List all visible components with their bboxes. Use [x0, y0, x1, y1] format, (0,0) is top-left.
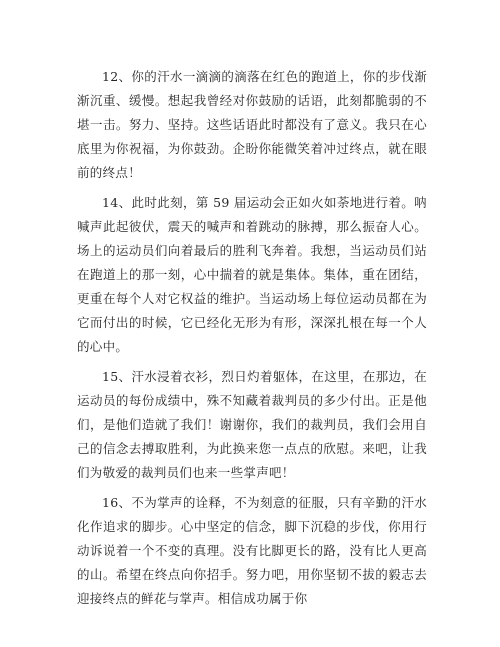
paragraph-14: 14、此时此刻，第 59 届运动会正如火如荼地进行着。呐喊声此起彼伏，震天的喊声和着跳动的脉搏，那么振奋人心。场上的运动员们向着最后的胜利飞奔着。我想，当运动员们站在跑道上的那一刻，心中揣着的就是集体。集体，重在团结，更重在每个人对它权益的维护。当运动场上每位运动员都在为它而付出的时候，它已经化无形为有形，深深扎根在每一个人的心中。: [77, 195, 427, 354]
document-body: [77, 65, 427, 617]
paragraph-16: 16、不为掌声的诠释，不为刻意的征服，只有辛勤的汗水化作追求的脚步。心中坚定的信念，脚下沉稳的步伐，你用行动诉说着一个不变的真理。没有比脚更长的路，没有比人更高的山。希望在终点向你招手。努力吧，用你坚韧不拔的毅志去迎接终点的鲜花与掌声。相信成功属于你: [77, 495, 427, 606]
paragraph-12: 12、你的汗水一滴滴的滴落在红色的跑道上，你的步伐渐渐沉重、缓慢。想起我曾经对你鼓励的话语，此刻都脆弱的不堪一击。努力、坚持。这些话语此时都没有了意义。我只在心底里为你祝福，为你鼓劲。企盼你能微笑着冲过终点，就在眼前的终点！: [77, 69, 427, 180]
paragraph-15: 15、汗水浸着衣衫，烈日灼着躯体，在这里，在那边，在运动员的每份成绩中，殊不知藏着裁判员的多少付出。正是他们，是他们造就了我们！谢谢你，我们的裁判员，我们会用自己的信念去搏取胜利，为此换来您一点点的欣慰。来吧，让我们为敬爱的裁判员们也来一些掌声吧！: [77, 369, 427, 480]
